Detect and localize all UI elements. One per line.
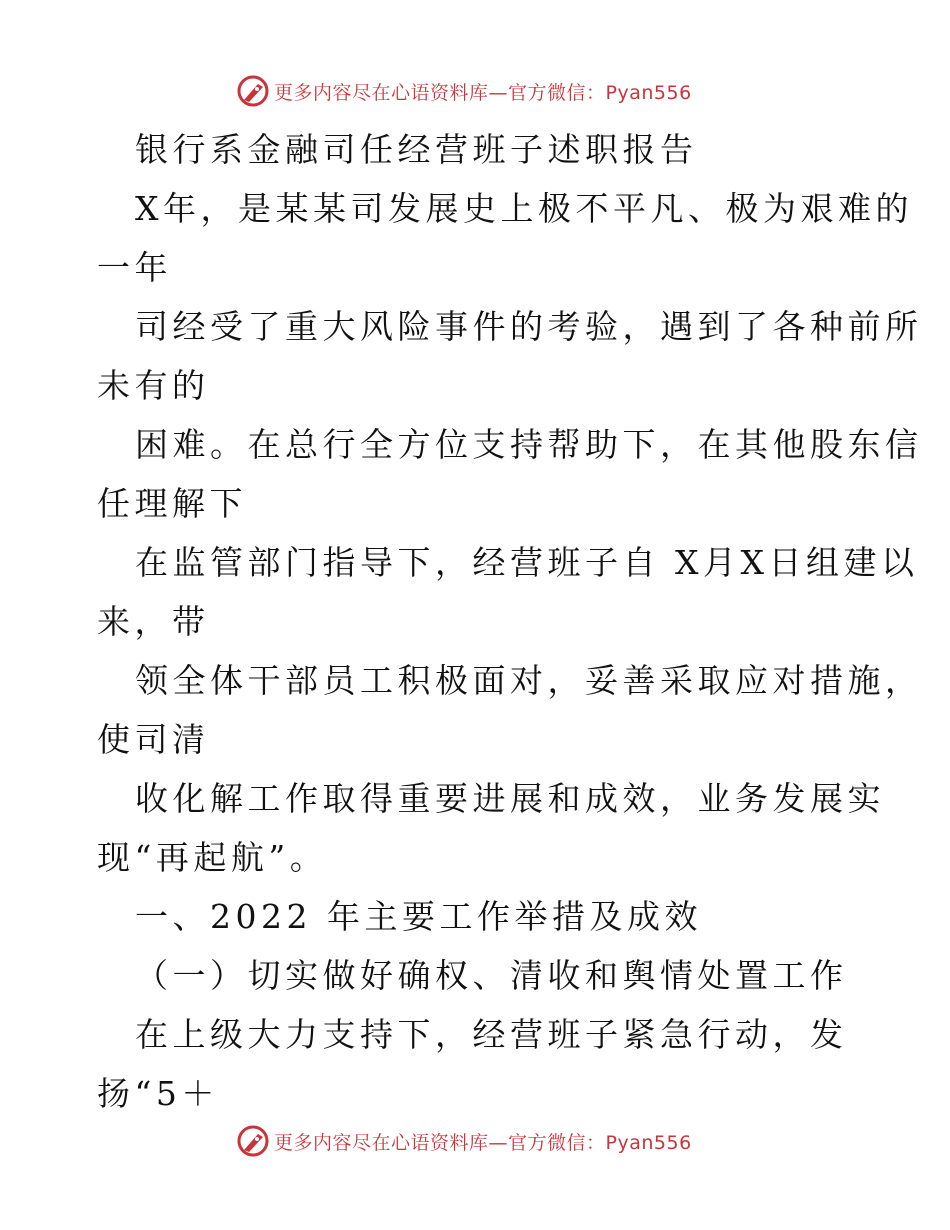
text-line: 现“再起航”。 bbox=[97, 838, 328, 877]
text-line: 司经受了重大风险事件的考验，遇到了各种前所 bbox=[135, 307, 923, 346]
document-body bbox=[97, 120, 923, 1123]
watermark-header bbox=[236, 74, 692, 108]
text-line: 一年 bbox=[97, 248, 172, 287]
text-line: 一、2022 年主要工作举措及成效 bbox=[135, 897, 702, 936]
text-line: 任理解下 bbox=[97, 484, 247, 523]
text-line: 使司清 bbox=[97, 720, 210, 759]
text-line: X年，是某某司发展史上极不平凡、极为艰难的 bbox=[135, 189, 913, 228]
text-line: 领全体干部员工积极面对，妥善采取应对措施， bbox=[135, 661, 923, 700]
watermark-text: 更多内容尽在心语资料库—官方微信：Pyan556 bbox=[274, 81, 692, 104]
watermark-text: 更多内容尽在心语资料库—官方微信：Pyan556 bbox=[274, 1131, 692, 1154]
text-line: 未有的 bbox=[97, 366, 210, 405]
text-line: 收化解工作取得重要进展和成效，业务发展实 bbox=[135, 779, 885, 818]
watermark-footer bbox=[236, 1124, 692, 1158]
text-line: 来，带 bbox=[97, 602, 210, 641]
text-line: 在监管部门指导下，经营班子自 X月X日组建以 bbox=[135, 543, 919, 582]
text-line: （一）切实做好确权、清收和舆情处置工作 bbox=[135, 956, 848, 995]
pen-nib-logo-icon bbox=[236, 74, 270, 108]
text-line: 银行系金融司任经营班子述职报告 bbox=[135, 130, 698, 169]
text-line: 在上级大力支持下，经营班子紧急行动，发 bbox=[135, 1015, 848, 1054]
text-line: 困难。在总行全方位支持帮助下，在其他股东信 bbox=[135, 425, 923, 464]
pen-nib-logo-icon bbox=[236, 1124, 270, 1158]
text-line: 扬“5＋ bbox=[97, 1074, 219, 1113]
